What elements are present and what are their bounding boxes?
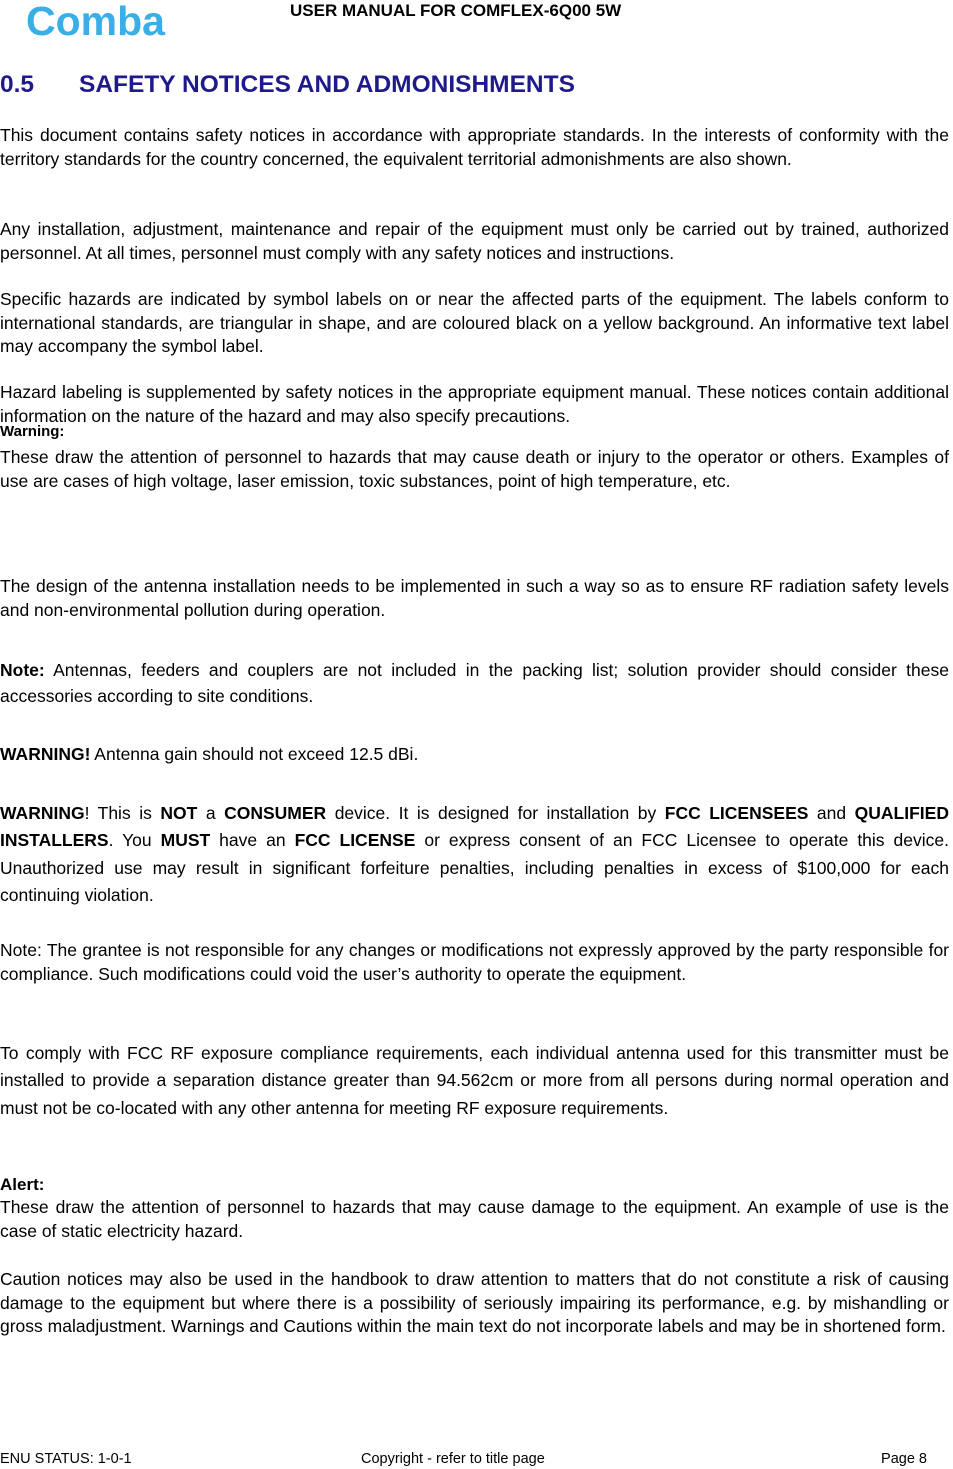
document-title: USER MANUAL FOR COMFLEX-6Q00 5W <box>290 1 622 20</box>
consumer-warning-text-2: a <box>197 803 225 823</box>
personnel-paragraph: Any installation, adjustment, maintenance and repair of the equipment must only be carried out by trained, authorized personnel. At all times, personnel must comply with any safety notices and instructions. <box>0 219 949 263</box>
symbol-labels-paragraph: Specific hazards are indicated by symbol labels on or near the affected parts of the equipment. The labels conform to international standards, are triangular in shape, and are coloured black on a yellow background. An informative text label may accompany the symbol label. <box>0 289 949 357</box>
section-heading <box>0 71 575 99</box>
warning-text: These draw the attention of personnel to hazards that may cause death or injury to the operator or others. Examples of use are cases of high voltage, laser emission, toxic substances, point of high temperature, etc. <box>0 447 949 491</box>
footer-status: ENU STATUS: 1-0-1 <box>0 1451 132 1467</box>
consumer-warning-text-4: and <box>808 803 855 823</box>
consumer-warning-text-3: device. It is designed for installation by <box>326 803 665 823</box>
page-header <box>0 0 953 44</box>
consumer-warning-bold-license: FCC LICENSE <box>294 830 416 851</box>
consumer-warning-paragraph <box>0 800 949 909</box>
intro-paragraph: This document contains safety notices in accordance with appropriate standards. In the interests of conformity with the territory standards for the country concerned, the equivalent territorial admonishments are also shown. <box>0 125 949 169</box>
caution-paragraph: Caution notices may also be used in the handbook to draw attention to matters that do not constitute a risk of causing damage to the equipment but where there is a possibility of seriously impairing its performance, e.g. by mishandling or gross maladjustment. Warnings and Cautions within the main text do not incorporate labels and may be in shortened form. <box>0 1269 949 1337</box>
gain-warning-paragraph <box>0 743 949 767</box>
note-accessories-paragraph <box>0 657 949 709</box>
alert-text: These draw the attention of personnel to hazards that may cause damage to the equipment. An example of use is the case of static electricity hazard. <box>0 1197 949 1241</box>
consumer-warning-text-5: . You <box>108 830 161 851</box>
consumer-warning-text-6: have an <box>210 830 295 851</box>
warning-label: Warning: <box>0 423 65 440</box>
gain-warning-label: WARNING! <box>0 744 91 764</box>
consumer-warning-bold-consumer: CONSUMER <box>224 803 327 823</box>
consumer-warning-bold-not: NOT <box>160 803 198 823</box>
footer-page-number: Page 8 <box>881 1451 927 1467</box>
grantee-note-paragraph: Note: The grantee is not responsible for any changes or modifications not expressly approved by the party responsible for compliance. Such modifications could void the user’s authority to operate the equipment. <box>0 940 949 984</box>
section-number: 0.5 <box>0 71 35 98</box>
note-text: Antennas, feeders and couplers are not included in the packing list; solution provider should consider these accessories according to site conditions. <box>0 660 949 706</box>
comba-logo <box>26 2 202 40</box>
consumer-warning-text-1: ! This is <box>84 803 161 823</box>
hazard-labeling-paragraph: Hazard labeling is supplemented by safety notices in the appropriate equipment manual. These notices contain additional information on the nature of the hazard and may also specify precautions. <box>0 382 949 426</box>
consumer-warning-bold-licensees: FCC LICENSEES <box>664 803 809 823</box>
section-title: SAFETY NOTICES AND ADMONISHMENTS <box>79 71 575 98</box>
footer-copyright: Copyright - refer to title page <box>361 1451 545 1467</box>
page-footer <box>0 1451 953 1469</box>
consumer-warning-bold-installers: QUALIFIED INSTALLERS <box>0 803 949 851</box>
rf-exposure-paragraph: To comply with FCC RF exposure compliance requirements, each individual antenna used for this transmitter must be installed to provide a separation distance greater than 94.562cm or more from all persons during normal operation and must not be co-located with any other antenna for meeting RF exposure requirements. <box>0 1043 949 1118</box>
antenna-design-paragraph: The design of the antenna installation needs to be implemented in such a way so as to ensure RF radiation safety levels and non-environmental pollution during operation. <box>0 576 949 620</box>
alert-label: Alert: <box>0 1175 45 1194</box>
consumer-warning-label: WARNING <box>0 803 85 823</box>
consumer-warning-text-7: or express consent of an FCC Licensee to operate this device. Unauthorized use may result in significant forfeiture penalties, including penalties in excess of $100,000 for each continuing violation. <box>0 830 949 905</box>
gain-warning-text: Antenna gain should not exceed 12.5 dBi. <box>90 744 419 764</box>
svg-text:Comba: Comba <box>26 2 165 40</box>
note-label: Note: <box>0 660 45 680</box>
consumer-warning-bold-must: MUST <box>160 830 211 851</box>
